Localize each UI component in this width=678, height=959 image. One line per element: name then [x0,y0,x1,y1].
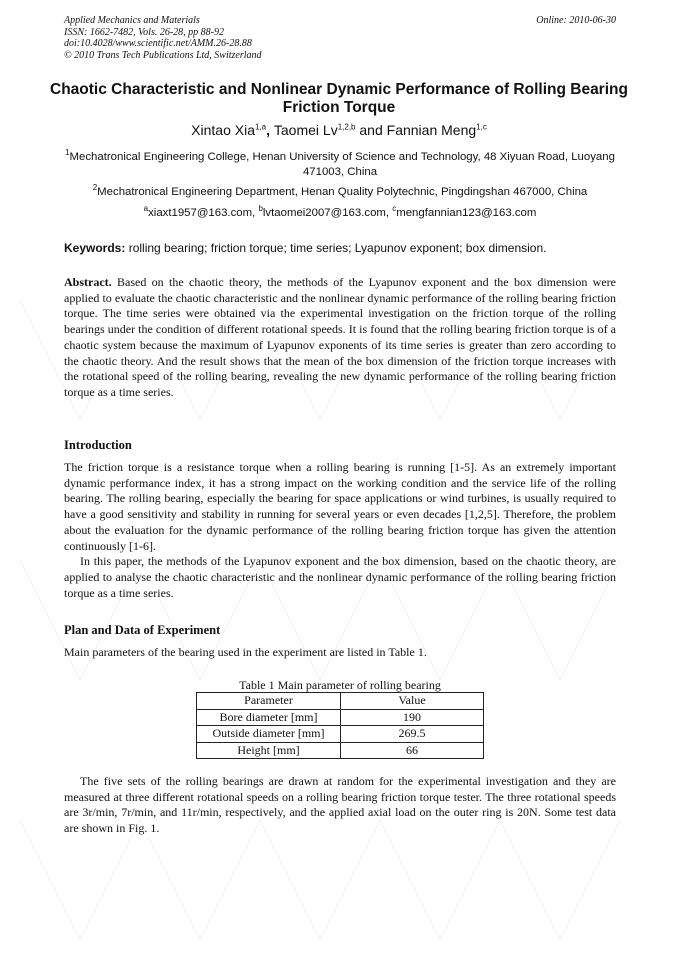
keywords-text: rolling bearing; friction torque; time series; Lyapunov exponent; box dimension. [125,241,547,255]
affiliation-2 [64,185,616,200]
table-cell: Height [mm] [197,742,341,759]
doi-line: doi:10.4028/www.scientific.net/AMM.26-28.88 [64,38,252,49]
email-superscript: a [143,204,149,214]
plan-paragraph-1: Main parameters of the bearing used in the experiment are listed in Table 1. [64,645,427,659]
copyright-line: © 2010 Trans Tech Publications Ltd, Switzerland [64,49,262,61]
author-separator: and [355,122,387,138]
plan-heading: Plan and Data of Experiment [64,623,221,637]
author-name: Taomei Lv [273,122,338,138]
affiliation-1 [64,150,616,180]
journal-name: Applied Mechanics and Materials [64,15,200,26]
author-name: Xintao Xia [191,122,255,138]
email-line [64,206,616,221]
abstract-text: Based on the chaotic theory, the methods of the Lyapunov exponent and the box dimension were applied to evaluate the chaotic characteristic and the nonlinear dynamic performance of the rolling bearing friction torque. The time series were obtained via the experimental investigation on the friction torque of the rolling bearings under the condition of different rotational speeds. It is found that the rolling bearing friction torque is of a chaotic system because the maximum of Lyapunov exponents of its time series is greater than zero according to the chaotic theory. And the result shows that the mean of the box dimension of the friction torque increases with the rotational speed of the rolling bearing, revealing the new dynamic performance of the rolling bearing friction torque as a time series. [64,275,616,399]
table-header-cell: Value [341,693,484,710]
table-row [197,726,484,743]
bearing-parameter-table [196,692,484,759]
table-cell: Bore diameter [mm] [197,709,341,726]
table-caption: Table 1 Main parameter of rolling bearing [239,678,441,692]
abstract-label: Abstract. [64,275,112,289]
journal-header [64,15,616,61]
keywords-label: Keywords: [64,241,126,255]
table-row [197,742,484,759]
table-row [197,709,484,726]
author-superscript: 1,c [476,122,487,132]
table-cell: Outside diameter [mm] [197,726,341,743]
affiliation-superscript: 2 [92,183,98,193]
keywords-line [64,241,616,257]
table-cell: 66 [341,742,484,759]
affiliation-superscript: 1 [65,148,70,158]
email-address: mengfannian123@163.com [396,207,537,219]
email-superscript: b [258,204,263,214]
author-separator: , [266,122,274,138]
email-superscript: c [392,204,397,214]
author-superscript: 1,2,b [337,122,356,132]
issn-line: ISSN: 1662-7482, Vols. 26-28, pp 88-92 [64,26,224,38]
author-superscript: 1,a [254,122,267,132]
table-header-row [197,693,484,710]
introduction-body [64,460,616,601]
introduction-paragraph-1: The friction torque is a resistance torque when a rolling bearing is running [1-5]. As an extremely important dynamic performance index, it has a strong impact on the working condition and the service life of the rolling bearing. The rolling bearing, especially the bearing for space applications or wind turbines, is usually required to have a good sensitivity and stability in running for several years or even decades [1,2,5]. Therefore, the problem about the evaluation for the dynamic performance of the rolling bearing friction torque has given the attention continuously [1-6]. [64,460,616,553]
paper-title: Chaotic Characteristic and Nonlinear Dynamic Performance of Rolling Bearing Friction Torque [50,81,628,116]
plan-paragraph-2: The five sets of the rolling bearings are drawn at random for the experimental investigation and they are measured at three different rotational speeds on a rolling bearing friction torque tester. The three rotational speeds are 3r/min, 7r/min, and 11r/min, respectively, and the applied axial load on the outer ring is 20N. Some test data are shown in Fig. 1. [64,774,616,836]
author-list [40,122,638,138]
online-date: Online: 2010-06-30 [536,15,616,26]
abstract-paragraph [64,275,616,401]
author-name: Fannian Meng [386,122,477,138]
table-cell: 269.5 [341,726,484,743]
affiliation-text: Mechatronical Engineering College, Henan University of Science and Technology, 48 Xiyuan Road, Luoyang 471003, China [69,151,615,178]
introduction-paragraph-2: In this paper, the methods of the Lyapunov exponent and the box dimension, based on the chaotic theory, are applied to analyse the chaotic characteristic and the nonlinear dynamic performance of the rolling bearing friction torque as a time series. [64,554,616,600]
affiliation-text: Mechatronical Engineering Department, Henan Quality Polytechnic, Pingdingshan 467000, China [97,186,588,198]
table-cell: 190 [341,709,484,726]
email-address: xiaxt1957@163.com, [148,207,259,219]
table-header-cell: Parameter [197,693,341,710]
introduction-heading: Introduction [64,438,132,452]
email-address: lvtaomei2007@163.com, [262,207,393,219]
